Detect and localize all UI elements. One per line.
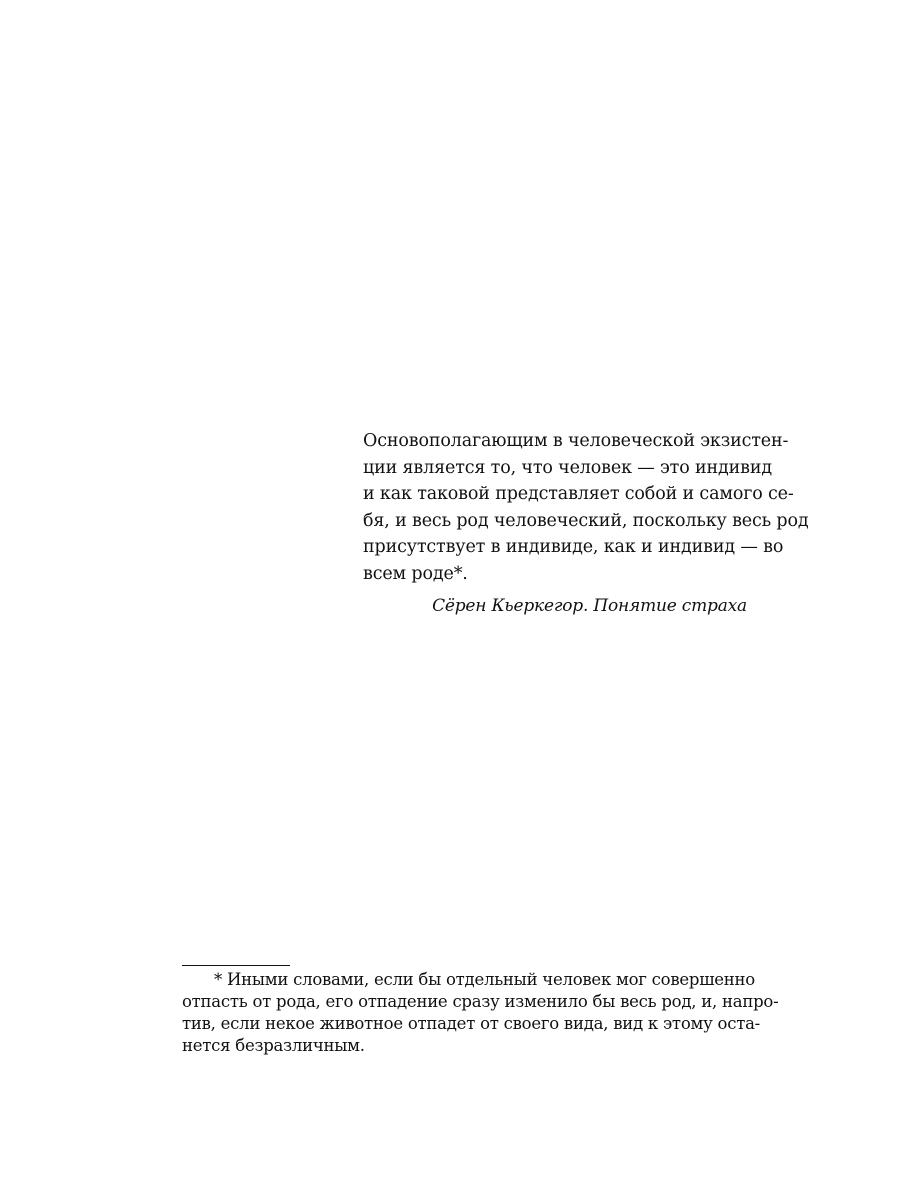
- epigraph: [363, 428, 809, 618]
- footnote-line: отпасть от рода, его отпадение сразу изменило бы весь род, и, напро-: [182, 992, 779, 1011]
- epigraph-line: и как таковой представляет собой и самого се-: [363, 484, 794, 504]
- footnote-line: тив, если некое животное отпадет от своего вида, вид к этому оста-: [182, 1014, 760, 1033]
- footnote-separator: [182, 965, 290, 966]
- footnote-line: * Иными словами, если бы отдельный человек мог совершенно: [214, 970, 755, 989]
- epigraph-line: присутствует в индивиде, как и индивид — во: [363, 537, 784, 557]
- epigraph-line: ции является то, что человек — это индивид: [363, 457, 773, 478]
- epigraph-line: всем роде*.: [363, 563, 468, 584]
- epigraph-attribution: Сёрен Кьеркегор. Понятие страха: [432, 596, 747, 616]
- footnote-line: нется безразличным.: [182, 1036, 365, 1055]
- epigraph-line: Основополагающим в человеческой экзистен-: [363, 431, 789, 451]
- epigraph-line: бя, и весь род человеческий, поскольку весь род: [363, 510, 809, 531]
- footnote: [182, 969, 779, 1057]
